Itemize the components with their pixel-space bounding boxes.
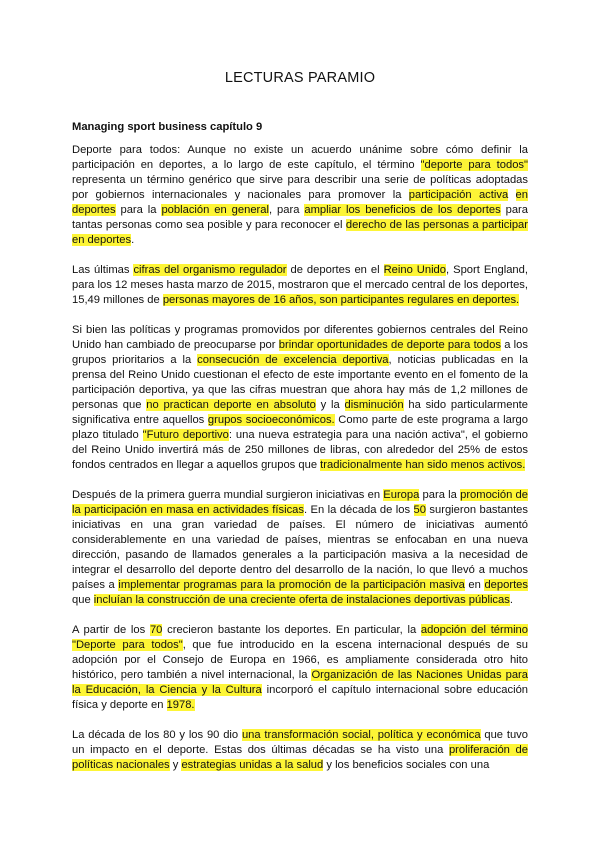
highlighted-text: en deportes (72, 189, 528, 216)
highlighted-text: una transformación social, política y económica (241, 729, 481, 741)
body-text: a los grupos prioritarios a la (72, 339, 528, 366)
highlighted-text: 50 (413, 504, 426, 516)
paragraph (72, 488, 528, 608)
body-text: para la (115, 204, 162, 216)
body-text: en (464, 579, 485, 591)
body-text: para tantas personas como sea posible y para reconocer el (72, 204, 528, 231)
body-text: representa un término genérico que sirve para describir una serie de políticas adoptadas por gobiernos internacionales y nacionales para promover la (72, 174, 528, 201)
body-text: y (169, 759, 182, 771)
body-text: A partir de los (72, 624, 150, 636)
body-text: Después de la primera guerra mundial surgieron iniciativas en (72, 489, 384, 501)
highlighted-text: cifras del organismo regulador (133, 264, 287, 276)
body-text: de deportes en el (286, 264, 384, 276)
highlighted-text: 70 (149, 624, 163, 636)
body-text: , para (268, 204, 305, 216)
body-text: , noticias publicadas en la prensa del Reino Unido cuestionan el efecto de este importante evento en el fomento de la participación deportiva, ya que las cifras muestran que ahora hay más de 1,2 millones de personas que (72, 354, 528, 411)
highlighted-text: población en general (161, 204, 269, 216)
highlighted-text: ampliar los beneficios de los deportes (304, 204, 501, 216)
body-text: ha sido particularmente significativa entre aquellos (72, 399, 528, 426)
highlighted-text: estrategias unidas a la salud (181, 759, 324, 771)
body-text: Como parte de este programa a largo plazo titulado (72, 414, 528, 441)
body-text: , Sport England, para los 12 meses hasta marzo de 2015, mostraron que el mercado central de los deportes, 15,49 millones de (72, 264, 528, 306)
paragraph (72, 728, 528, 773)
highlighted-text: Reino Unido (383, 264, 447, 276)
body-text: y los beneficios sociales con una (323, 759, 490, 771)
document-title: LECTURAS PARAMIO (224, 70, 376, 86)
paragraph (72, 263, 528, 308)
highlighted-text: adopción del término "Deporte para todos" (72, 624, 528, 651)
highlighted-text: incluían la construcción de una creciente oferta de instalaciones deportivas públicas (93, 594, 510, 606)
body-text: incorporó el capítulo internacional sobre educación física y deporte en (72, 684, 529, 711)
body-text: Deporte para todos: Aunque no existe un acuerdo unánime sobre cómo definir la participación en deportes, a lo largo de este capítulo, el término (72, 144, 528, 171)
highlighted-text: "deporte para todos" (420, 159, 528, 171)
highlighted-text: brindar oportunidades de deporte para todos (278, 339, 501, 351)
body-text: surgieron bastantes iniciativas en una gran variedad de países. El número de iniciativas aumentó considerablemente en una variedad de países, mientras se enfocaban en una nueva dirección, pasando de llamados generales a la participación masiva a la necesidad de integrar el desarrollo del deporte dentro del desarrollo de la nación, lo que llevó a muchos países a (72, 504, 528, 591)
body-text: , que fue introducido en la escena internacional después de su adopción por el Consejo de Europa en 1966, es ampliamente considerada otro hito histórico, pero también a nivel internacional, la (72, 639, 528, 681)
highlighted-text: implementar programas para la promoción de la participación masiva (118, 579, 465, 591)
chapter-heading: Managing sport business capítulo 9 (72, 121, 263, 133)
highlighted-text: consecución de excelencia deportiva (197, 354, 389, 366)
document-body (72, 143, 528, 788)
body-text: . En la década de los (304, 504, 414, 516)
highlighted-text: 1978. (166, 699, 195, 711)
highlighted-text: Europa (383, 489, 420, 501)
highlighted-text: disminución (344, 399, 404, 411)
body-text: . (509, 594, 513, 606)
highlighted-text: participación activa (408, 189, 509, 201)
highlighted-text: Organización de las Naciones Unidas para la Educación, la Ciencia y la Cultura (72, 669, 529, 696)
body-text: que tuvo un impacto en el deporte. Estas dos últimas décadas se ha visto una (72, 729, 528, 756)
highlighted-text: deportes (484, 579, 528, 591)
body-text (508, 189, 515, 201)
highlighted-text: "Futuro deportivo (142, 429, 229, 441)
body-text: : una nueva estrategia para una nación activa", el gobierno del Reino Unido invertirá más de 250 millones de libras, con alrededor del 25% de estos fondos centrados en llegar a aquellos grupos que (72, 429, 528, 471)
highlighted-text: personas mayores de 16 años, son participantes regulares en deportes. (162, 294, 520, 306)
highlighted-text: grupos socioeconómicos. (207, 414, 335, 426)
paragraph (72, 623, 528, 713)
body-text: Las últimas (72, 264, 134, 276)
body-text: que (72, 594, 94, 606)
highlighted-text: no practican deporte en absoluto (146, 399, 316, 411)
body-text: Si bien las políticas y programas promovidos por diferentes gobiernos centrales del Reino Unido han cambiado de preocuparse por (72, 324, 528, 351)
body-text: . (131, 234, 135, 246)
body-text: crecieron bastante los deportes. En particular, la (162, 624, 421, 636)
body-text: y la (315, 399, 345, 411)
paragraph (72, 323, 528, 473)
highlighted-text: proliferación de políticas nacionales (72, 744, 528, 771)
highlighted-text: promoción de la participación en masa en actividades físicas (72, 489, 528, 516)
body-text: La década de los 80 y los 90 dio (72, 729, 242, 741)
highlighted-text: tradicionalmente han sido menos activos. (320, 459, 526, 471)
highlighted-text: derecho de las personas a participar en deportes (72, 219, 528, 246)
paragraph (72, 143, 528, 248)
body-text: para la (419, 489, 461, 501)
